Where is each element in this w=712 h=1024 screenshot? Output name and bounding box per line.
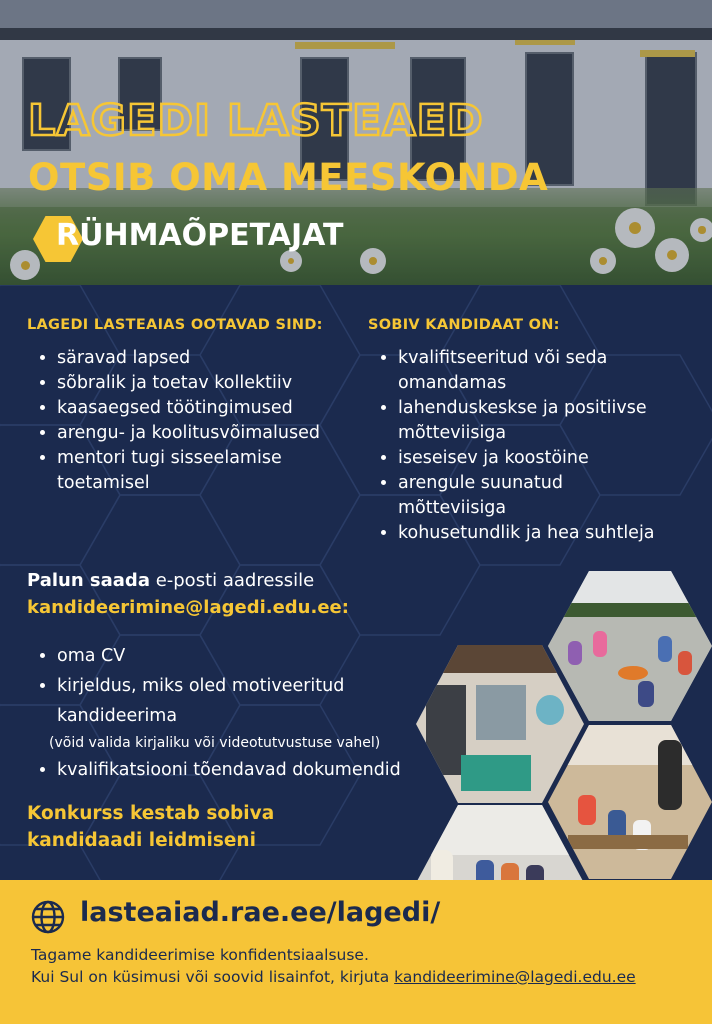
- candidate-item: • lahenduskeskse ja positiivse mõtteviisiga: [398, 396, 668, 446]
- application-item: • kirjeldus, miks oled motiveeritud kandideerima (võid valida kirjaliku või videotutvustuse vahel): [57, 671, 437, 755]
- footer: [0, 880, 712, 1024]
- candidate-item: • arengule suunatud mõtteviisiga: [398, 471, 668, 521]
- subtitle: OTSIB OMA MEESKONDA: [28, 156, 549, 199]
- application-item: • kvalifikatsiooni tõendavad dokumendid: [57, 755, 437, 785]
- candidate-section: [368, 317, 668, 546]
- offer-item: • arengu- ja koolitusvõimalused: [57, 421, 357, 446]
- application-email[interactable]: kandideerimine@lagedi.edu.ee: [27, 597, 342, 618]
- website-link[interactable]: lasteaiad.rae.ee/lagedi/: [80, 897, 441, 928]
- offer-section: [27, 317, 357, 496]
- content-panel: [0, 285, 712, 880]
- hero-photo: [0, 0, 712, 285]
- candidate-item: • kvalifitseeritud või seda omandamas: [398, 346, 668, 396]
- candidate-heading: SOBIV KANDIDAAT ON:: [368, 317, 560, 333]
- offer-item: • kaasaegsed töötingimused: [57, 396, 357, 421]
- application-list: [27, 641, 437, 785]
- application-note: (võid valida kirjaliku või videotutvustuse vahel): [49, 735, 381, 751]
- intro-text: e-posti aadressile: [149, 570, 315, 591]
- offer-heading: LAGEDI LASTEAIAS OOTAVAD SIND:: [27, 317, 323, 333]
- offer-item: • sõbralik ja toetav kollektiiv: [57, 371, 357, 396]
- candidate-item: • kohusetundlik ja hea suhtleja: [398, 521, 668, 546]
- deadline-text: Konkurss kestab sobiva kandidaadi leidmiseni: [27, 803, 275, 851]
- contact-text: Kui Sul on küsimusi või soovid lisainfot, kirjuta kandideerimine@lagedi.edu.ee: [31, 968, 636, 986]
- application-intro: Palun saada e-posti aadressile kandideerimine@lagedi.edu.ee:: [27, 570, 349, 618]
- application-item: • oma CV: [57, 641, 437, 671]
- intro-bold: Palun saada: [27, 570, 150, 591]
- offer-item: • mentori tugi sisseelamise toetamisel: [57, 446, 357, 496]
- contact-email-link[interactable]: kandideerimine@lagedi.edu.ee: [394, 968, 636, 986]
- confidentiality-text: Tagame kandideerimise konfidentsiaalsuse.: [31, 946, 369, 964]
- position-title: RÜHMAÕPETAJAT: [56, 218, 344, 253]
- title-outline: LAGEDI LASTEAED: [28, 96, 484, 146]
- globe-icon: [31, 900, 65, 934]
- candidate-item: • iseseisev ja koostöine: [398, 446, 668, 471]
- offer-item: • säravad lapsed: [57, 346, 357, 371]
